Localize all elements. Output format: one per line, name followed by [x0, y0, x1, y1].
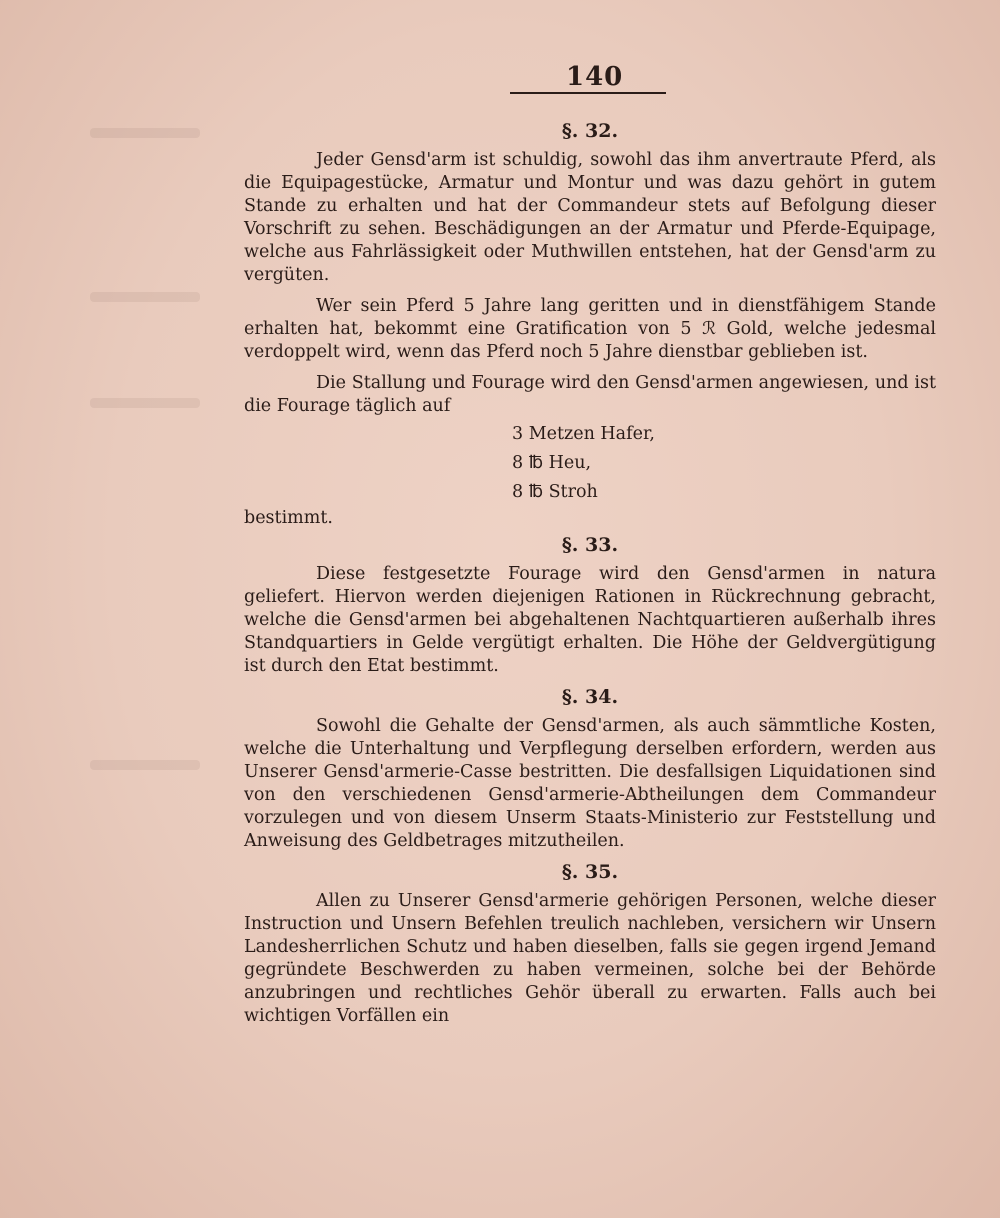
section-heading: §. 34. — [561, 686, 619, 708]
paragraph: Die Stallung und Fourage wird den Gensd'armen angewiesen, und ist die Fourage täglich auf — [244, 373, 936, 416]
bleed-through-mark — [90, 398, 200, 408]
paragraph: Jeder Gensd'arm ist schuldig, sowohl das ihm anvertraute Pferd, als die Equipagestücke, Armatur und Montur und was dazu gehört in gutem Stande zu erhalten und hat der Commandeur stets auf Befolgung dieser Vorschrift zu sehen. Beschädigungen an der Armatur und Pferde-Equipage, welche aus Fahrlässigkeit oder Muthwillen entstehen, hat der Gensd'arm zu vergüten. — [244, 150, 936, 285]
paragraph: Sowohl die Gehalte der Gensd'armen, als auch sämmtliche Kosten, welche die Unterhaltung und Verpflegung derselben erfordern, werden aus Unserer Gensd'armerie-Casse bestritten. Die desfallsigen Liquidationen sind von den verschiedenen Gensd'armerie-Abtheilungen dem Commandeur vorzulegen und von diesem Unserm Staats-Ministerio zur Feststellung und Anweisung des Geldbetrages mitzutheilen. — [244, 716, 936, 851]
section-heading: §. 35. — [561, 861, 619, 883]
bleed-through-mark — [90, 292, 200, 302]
page-number: 140 — [566, 62, 624, 92]
paragraph: Diese festgesetzte Fourage wird den Gensd'armen in natura geliefert. Hiervon werden diejenigen Rationen in Rückrechnung gebracht, welche die Gensd'armen bei abgehaltenen Nachtquartieren außerhalb ihres Standquartiers in Gelde vergütigt erhalten. Die Höhe der Geldvergütigung ist durch den Etat bestimmt. — [244, 564, 936, 676]
bleed-through-mark — [90, 128, 200, 138]
ration-line: 8 ℔ Stroh — [512, 482, 598, 502]
closing-word: bestimmt. — [244, 508, 333, 528]
header-rule — [510, 92, 666, 94]
document-body — [244, 116, 936, 1036]
section-heading: §. 32. — [561, 120, 619, 142]
section-heading: §. 33. — [561, 534, 619, 556]
bleed-through-mark — [90, 760, 200, 770]
ration-line: 8 ℔ Heu, — [512, 453, 592, 473]
ration-line: 3 Metzen Hafer, — [512, 424, 655, 444]
paragraph: Wer sein Pferd 5 Jahre lang geritten und in dienstfähigem Stande erhalten hat, bekommt eine Gratification von 5 ℛ Gold, welche jedesmal verdoppelt wird, wenn das Pferd noch 5 Jahre dienstbar geblieben ist. — [244, 296, 936, 362]
paragraph: Allen zu Unserer Gensd'armerie gehörigen Personen, welche dieser Instruction und Unsern Befehlen treulich nachleben, versichern wir Unsern Landesherrlichen Schutz und haben dieselben, falls sie gegen irgend Jemand gegründete Beschwerden zu haben vermeinen, solche bei der Behörde anzubringen und rechtliches Gehör überall zu erwarten. Falls auch bei wichtigen Vorfällen ein — [244, 891, 936, 1026]
